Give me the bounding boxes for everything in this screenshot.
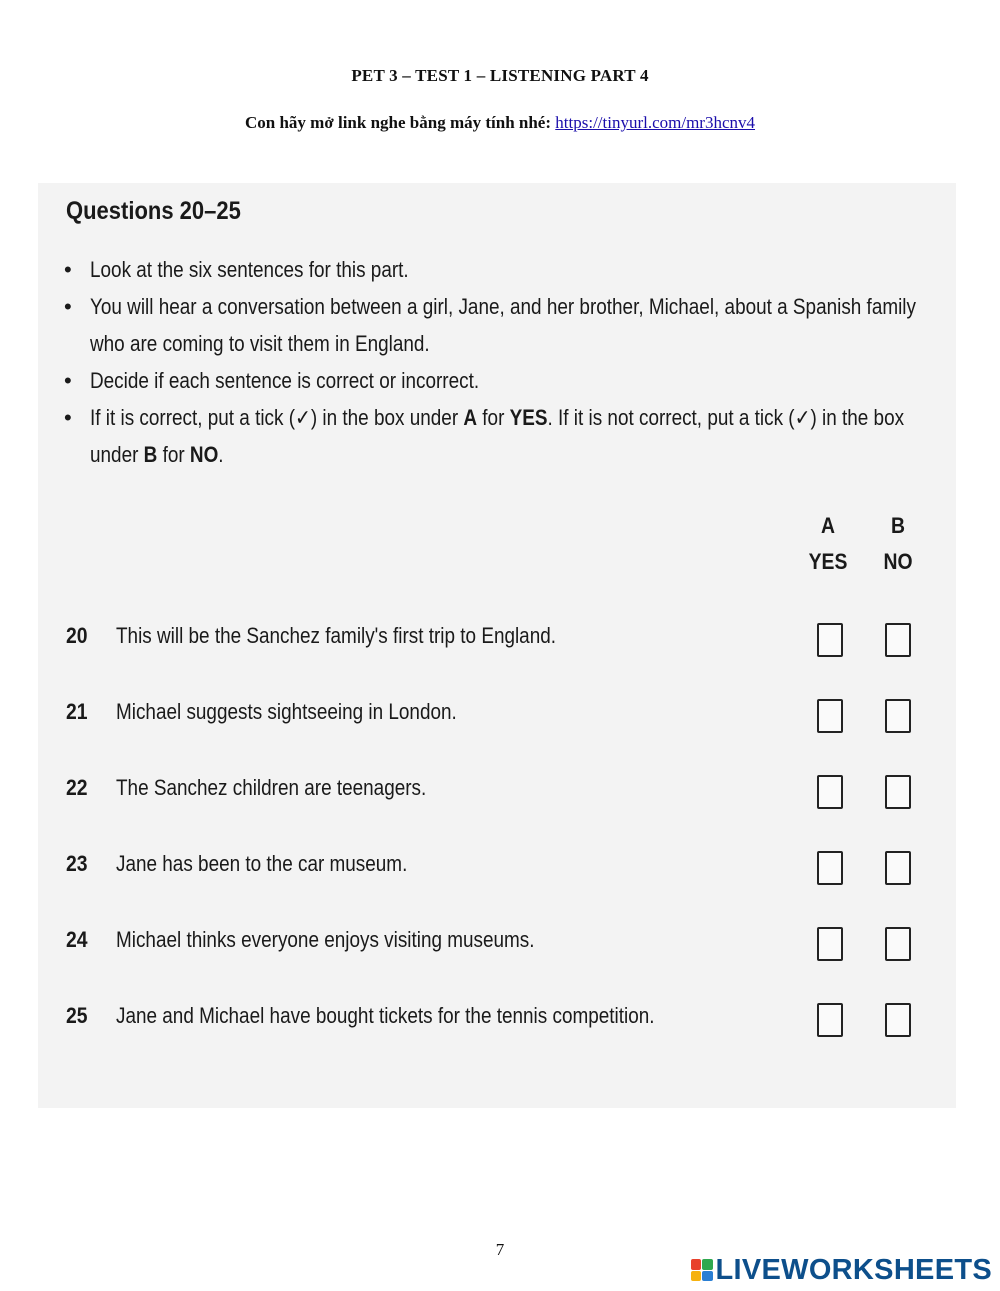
bullet-fragment-bold: NO (189, 442, 219, 467)
answer-a-checkbox[interactable] (817, 851, 843, 885)
question-text: This will be the Sanchez family's first trip to England. (116, 623, 557, 648)
instruction-bullet (90, 399, 950, 473)
listening-instruction (0, 113, 1000, 133)
questions-heading: Questions 20–25 (66, 197, 241, 225)
question-row (38, 923, 956, 963)
question-text: Jane and Michael have bought tickets for the tennis competition. (116, 1003, 655, 1028)
liveworksheets-brand[interactable] (691, 1254, 993, 1286)
question-text: Jane has been to the car museum. (116, 851, 408, 876)
question-number: 25 (66, 1003, 88, 1028)
answer-a-checkbox[interactable] (817, 699, 843, 733)
bullet-fragment: for (157, 442, 190, 467)
bullet-fragment: . If it is not correct, put a tick (✓) in the box under (90, 405, 905, 467)
page-number: 7 (495, 1240, 505, 1259)
bullet-fragment-bold: YES (509, 405, 548, 430)
answer-b-checkbox[interactable] (885, 927, 911, 961)
answer-b-checkbox[interactable] (885, 1003, 911, 1037)
question-number: 23 (66, 851, 88, 876)
question-text: The Sanchez children are teenagers. (116, 775, 427, 800)
bullet-icon: • (64, 257, 72, 282)
instruction-bullet: Decide if each sentence is correct or incorrect. (90, 368, 480, 393)
bullet-fragment: for (477, 405, 510, 430)
question-row (38, 619, 956, 659)
bullet-fragment-bold: A (463, 405, 478, 430)
instruction-bullet: Look at the six sentences for this part. (90, 257, 409, 282)
audio-link[interactable]: https://tinyurl.com/mr3hcnv4 (555, 113, 756, 132)
question-panel (38, 183, 956, 1108)
question-text: Michael thinks everyone enjoys visiting museums. (116, 927, 535, 952)
column-a-letter: A (821, 513, 835, 538)
brand-name: LIVEWORKSHEETS (715, 1253, 992, 1286)
bullet-fragment: If it is correct, put a tick (✓) in the box under (90, 405, 464, 430)
column-a-label: YES (808, 549, 848, 574)
question-number: 24 (66, 927, 88, 952)
question-row (38, 999, 956, 1039)
bullet-icon: • (64, 294, 72, 319)
question-row (38, 771, 956, 811)
instruction-text: Con hãy mở link nghe bằng máy tính nhé: (244, 113, 552, 132)
liveworksheets-logo-icon (691, 1259, 713, 1281)
bullet-icon: • (64, 368, 72, 393)
question-number: 21 (66, 699, 88, 724)
question-row (38, 695, 956, 735)
answer-b-checkbox[interactable] (885, 851, 911, 885)
page-title: PET 3 – TEST 1 – LISTENING PART 4 (351, 66, 649, 85)
answer-a-checkbox[interactable] (817, 775, 843, 809)
question-number: 22 (66, 775, 88, 800)
answer-b-checkbox[interactable] (885, 699, 911, 733)
answer-b-checkbox[interactable] (885, 623, 911, 657)
question-number: 20 (66, 623, 88, 648)
instruction-bullet: You will hear a conversation between a girl, Jane, and her brother, Michael, about a Spanish family who are coming to visit them in England. (90, 294, 916, 356)
bullet-icon: • (64, 405, 72, 430)
answer-b-checkbox[interactable] (885, 775, 911, 809)
question-row (38, 847, 956, 887)
column-b-label: NO (883, 549, 913, 574)
answer-a-checkbox[interactable] (817, 1003, 843, 1037)
question-text: Michael suggests sightseeing in London. (116, 699, 457, 724)
bullet-fragment: . (218, 442, 224, 467)
answer-a-checkbox[interactable] (817, 623, 843, 657)
answer-a-checkbox[interactable] (817, 927, 843, 961)
column-b-letter: B (891, 513, 905, 538)
bullet-fragment-bold: B (143, 442, 158, 467)
